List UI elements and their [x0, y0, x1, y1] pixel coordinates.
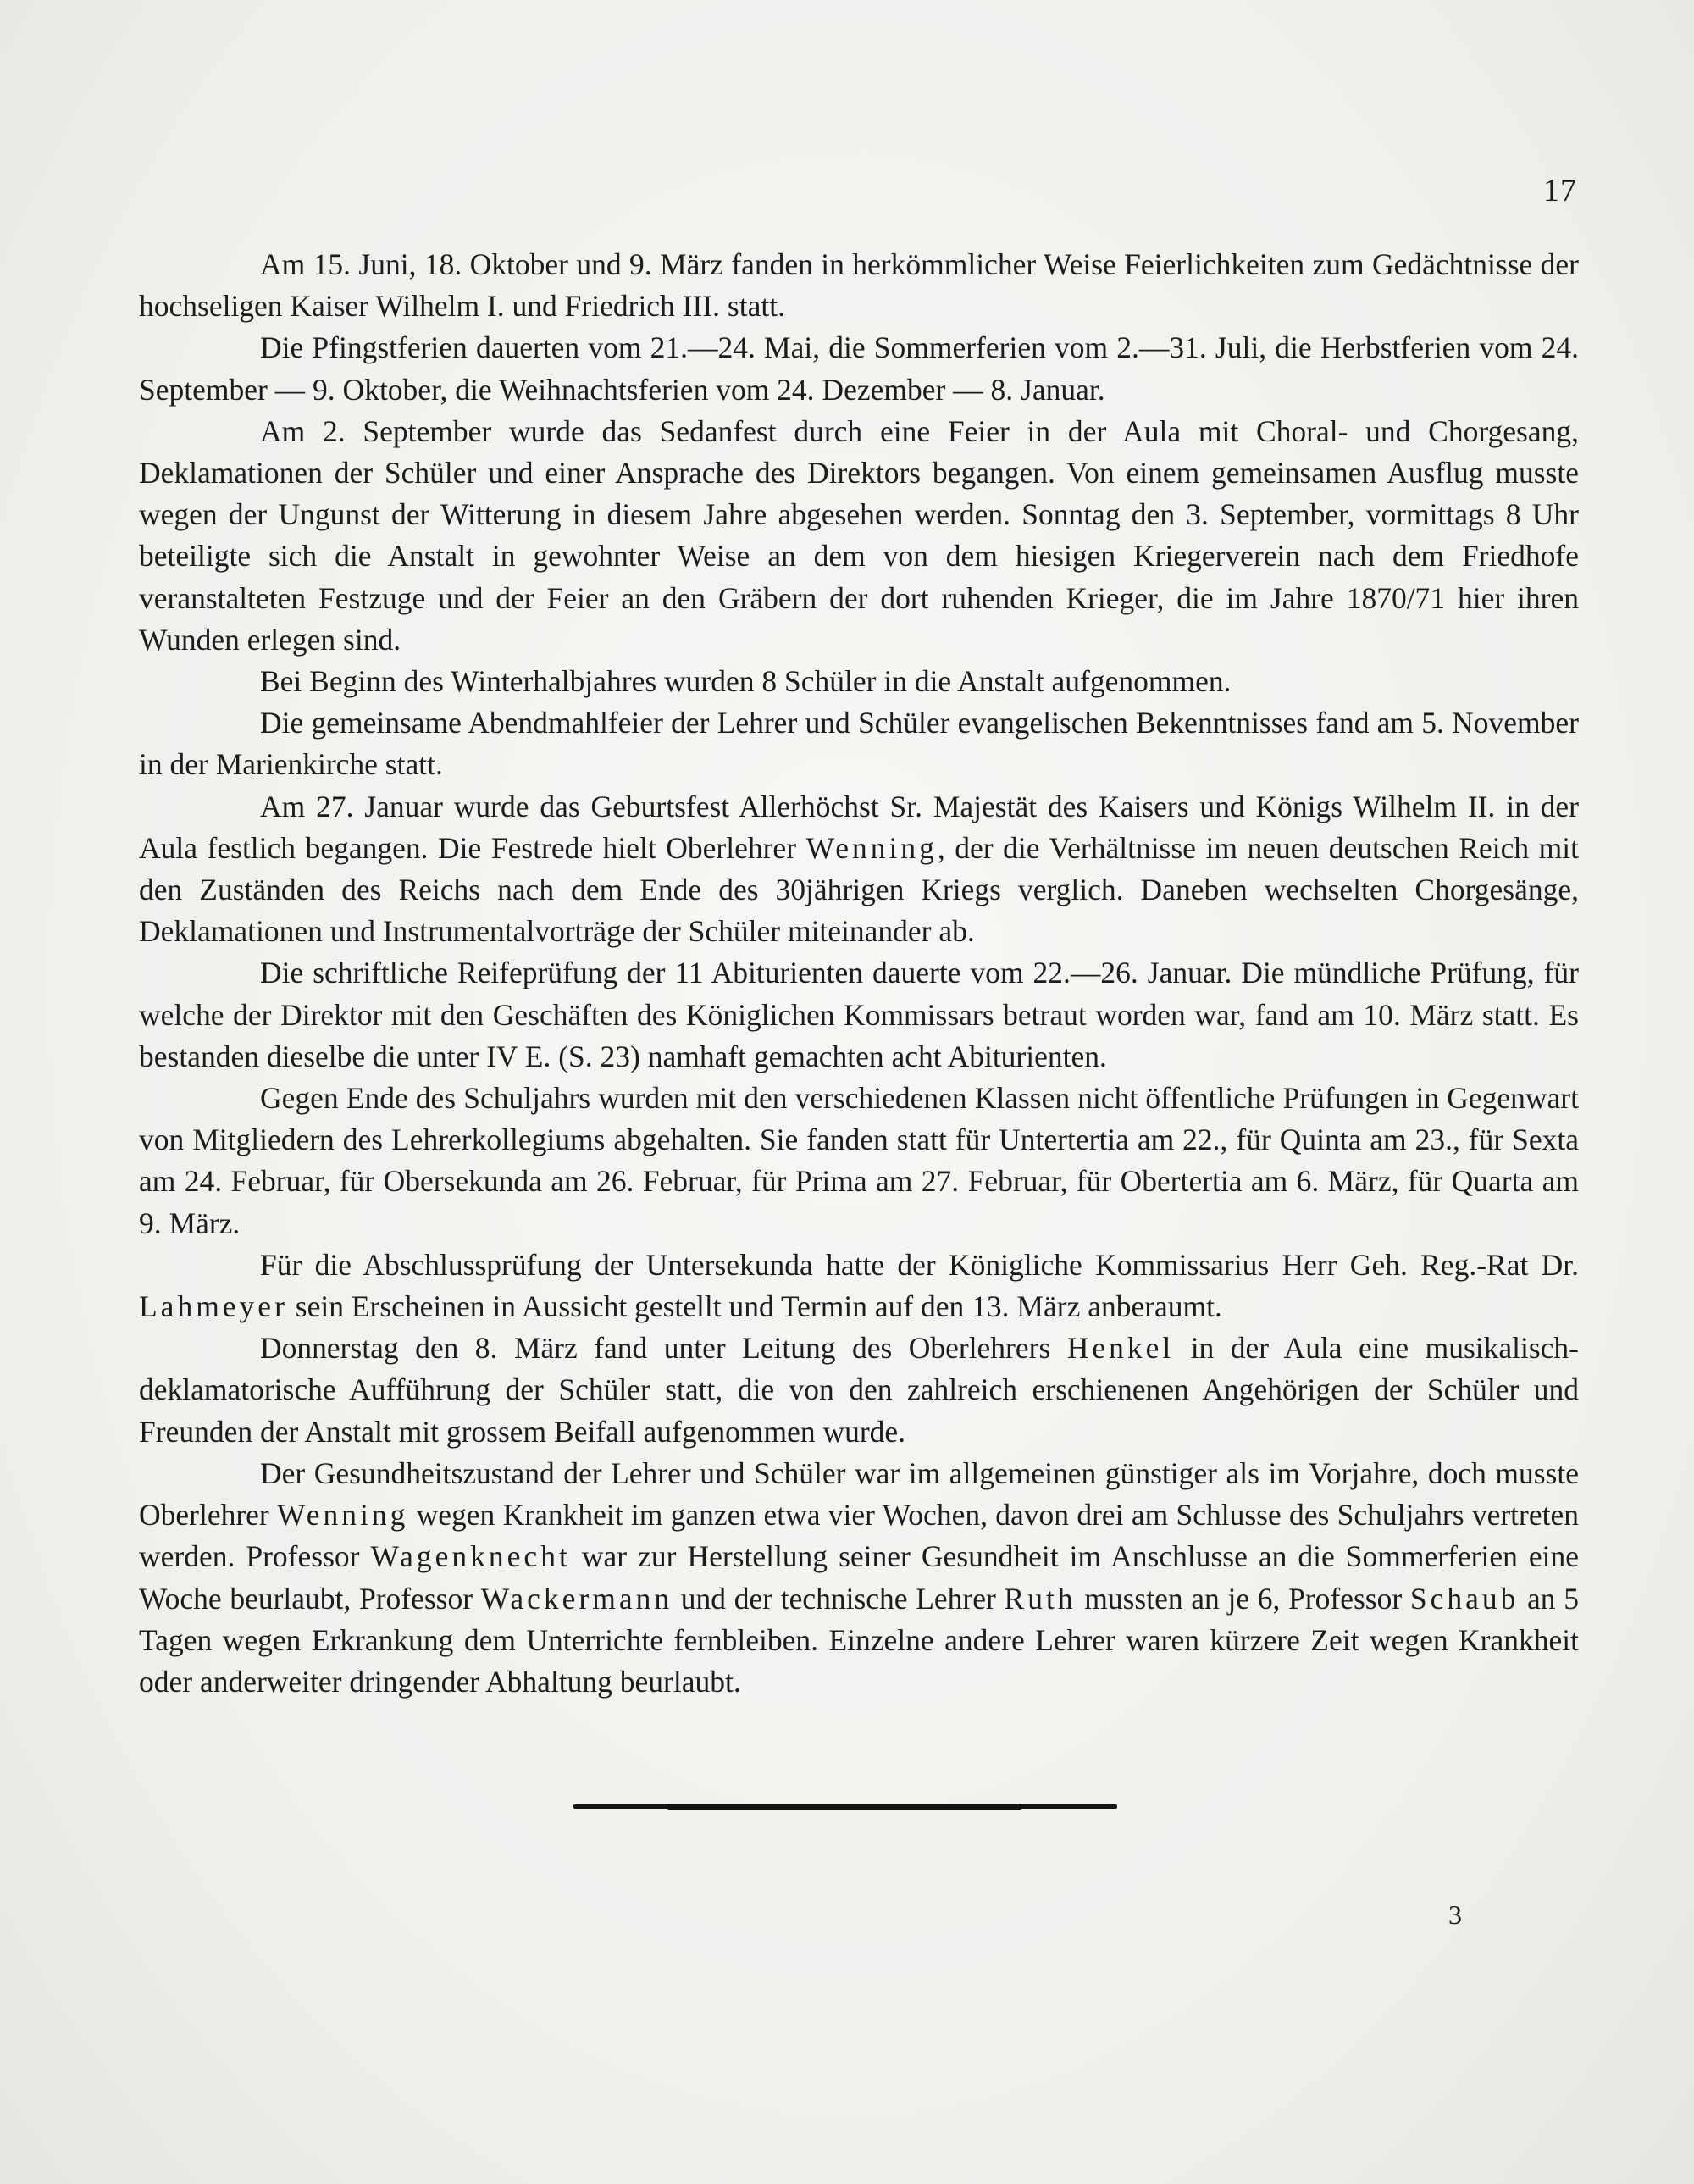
text-run: Der Gesundheitszustand der Lehrer und Schüler war im allgemeinen günstiger als im Vorjahre, doch musste Oberlehrer: [139, 1455, 1579, 1533]
paragraph: [139, 1328, 1579, 1453]
spaced-name: Wackermann: [480, 1581, 673, 1616]
paragraph: [139, 952, 1579, 1078]
text-run: Am 27. Januar wurde das Geburtsfest Allerhöchst Sr. Majestät des Kaisers und Königs Wilhelm II. in der Aula festlich begangen. Die Festrede hielt Oberlehrer: [139, 789, 1579, 865]
page-number: 17: [1543, 173, 1577, 208]
spaced-name: Henkel: [1066, 1331, 1175, 1366]
text-run: Bei Beginn des Winterhalbjahres wurden 8 Schüler in die Anstalt aufgenommen.: [260, 664, 1232, 699]
paragraph: [139, 327, 1579, 410]
text-run: und der technische Lehrer: [673, 1581, 1005, 1616]
text-run: Am 2. September wurde das Sedanfest durch eine Feier in der Aula mit Choral- und Chorgesang, Deklamationen der Schüler und einer Ansprache des Direktors begangen. Von einem gemeinsamen Ausflug musste wegen der Ungunst der Witterung in diesem Jahre abgesehen werden. Sonntag den 3. September, vormittags 8 Uhr beteiligte sich die Anstalt in gewohnter Weise an dem von dem hiesigen Kriegerverein nach dem Friedhofe veranstalteten Festzuge und der Feier an den Gräbern der dort ruhenden Krieger, die im Jahre 1870/71 hier ihren Wunden erlegen sind.: [139, 413, 1579, 657]
end-rule: [573, 1804, 1117, 1809]
text-run: , der die Verhältnisse im neuen deutschen Reich mit den Zuständen des Reichs nach dem Ende des 30jährigen Kriegs verglich. Daneben wechselten Chorgesänge, Deklamationen und Instrumentalvorträge der Schüler miteinander ab.: [139, 830, 1579, 949]
text-run: Die gemeinsame Abendmahlfeier der Lehrer und Schüler evangelischen Bekenntnisses fand am 5. November in der Marienkirche statt.: [139, 706, 1579, 782]
paragraph: [139, 1244, 1579, 1328]
text-run: an 5 Tagen wegen Erkrankung dem Unterrichte fernbleiben. Einzelne andere Lehrer waren kürzere Zeit wegen Krankheit oder anderweiter dringender Abhaltung beurlaubt.: [139, 1581, 1579, 1699]
text-run: Die schriftliche Reifeprüfung der 11 Abiturienten dauerte vom 22.—26. Januar. Die mündliche Prüfung, für welche der Direktor mit den Geschäften des Königlichen Kommissars betraut worden war, fand am 10. März statt. Es bestanden dieselbe die unter IV E. (S. 23) namhaft gemachten acht Abiturienten.: [139, 956, 1579, 1073]
spaced-name: Wagenknecht: [370, 1539, 571, 1574]
paragraph: [139, 786, 1579, 953]
text-run: wegen Krankheit im ganzen etwa vier Wochen, davon drei am Schlusse des Schuljahrs vertreten werden. Professor: [139, 1498, 1579, 1574]
text-run: Am 15. Juni, 18. Oktober und 9. März fanden in herkömmlicher Weise Feierlichkeiten zum Gedächtnisse der hochseligen Kaiser Wilhelm I. und Friedrich III. statt.: [139, 247, 1579, 324]
paragraph: [139, 702, 1579, 785]
spaced-name: Wenning: [805, 830, 938, 865]
paragraph: [139, 1453, 1579, 1703]
text-run: Gegen Ende des Schuljahrs wurden mit den verschiedenen Klassen nicht öffentliche Prüfungen in Gegenwart von Mitgliedern des Lehrerkollegiums abgehalten. Sie fanden statt für Untertertia am 22., für Quinta am 23., für Sexta am 24. Februar, für Obersekunda am 26. Februar, für Prima am 27. Februar, für Obertertia am 6. März, für Quarta am 9. März.: [139, 1081, 1579, 1240]
text-run: Die Pfingstferien dauerten vom 21.—24. Mai, die Sommerferien vom 2.—31. Juli, die Herbstferien vom 24. September — 9. Oktober, die Weihnachtsferien vom 24. Dezember — 8. Januar.: [139, 330, 1579, 407]
paragraph: [139, 411, 1579, 661]
spaced-name: Schaub: [1409, 1581, 1520, 1616]
spaced-name: Wenning: [277, 1498, 409, 1533]
paragraph: [139, 244, 1579, 327]
text-run: sein Erscheinen in Aussicht gestellt und Termin auf den 13. März anberaumt.: [287, 1289, 1222, 1324]
paragraph: [139, 661, 1579, 702]
text-run: Donnerstag den 8. März fand unter Leitung des Oberlehrers: [260, 1331, 1067, 1366]
paragraph: [139, 1078, 1579, 1244]
spaced-name: Ruth: [1004, 1581, 1077, 1616]
text-run: in der Aula eine musikalisch-deklamatorische Aufführung der Schüler statt, die von den zahlreich erschienenen Angehörigen der Schüler und Freunden der Anstalt mit grossem Beifall aufgenommen wurde.: [139, 1331, 1579, 1449]
sheet-signature: 3: [1448, 1899, 1462, 1930]
text-run: mussten an je 6, Professor: [1076, 1581, 1410, 1616]
text-run: war zur Herstellung seiner Gesundheit im Anschlusse an die Sommerferien eine Woche beurlaubt, Professor: [139, 1539, 1579, 1616]
text-run: Für die Abschlussprüfung der Untersekunda hatte der Königliche Kommissarius Herr Geh. Reg.-Rat Dr.: [260, 1247, 1579, 1282]
spaced-name: Lahmeyer: [139, 1289, 288, 1324]
body-text: [139, 244, 1579, 1703]
